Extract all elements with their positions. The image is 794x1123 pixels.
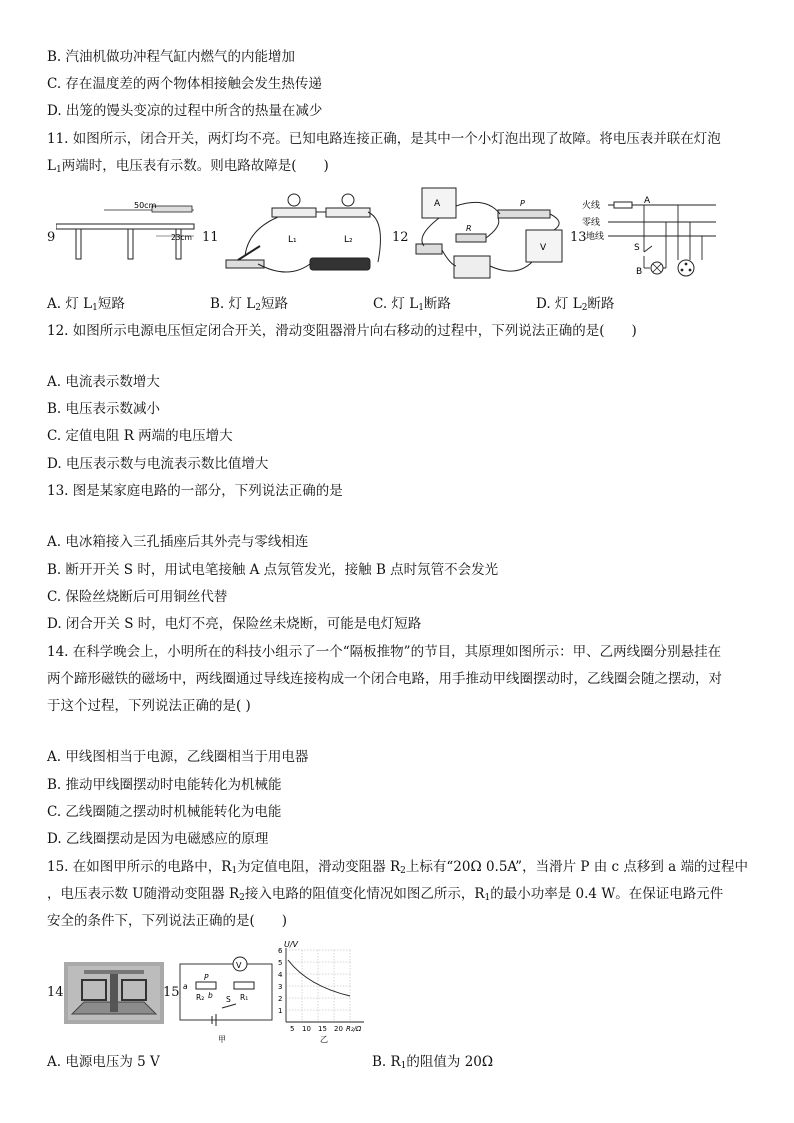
- q14-option-b: B. 推动甲线圈摆动时电能转化为机械能: [47, 777, 282, 793]
- svg-text:b: b: [208, 991, 213, 1000]
- svg-text:地线: 地线: [586, 232, 605, 242]
- svg-text:2: 2: [278, 995, 283, 1003]
- svg-text:R₂: R₂: [196, 993, 205, 1002]
- svg-text:V: V: [236, 961, 242, 970]
- figure-number-12: 12: [392, 230, 409, 245]
- q14-option-d: D. 乙线圈摆动是因为电磁感应的原理: [47, 831, 269, 847]
- svg-text:B: B: [636, 267, 643, 277]
- q14-option-a: A. 甲线图相当于电源，乙线圈相当于用电器: [47, 749, 309, 765]
- q15-stem-line3: 安全的条件下，下列说法正确的是( ): [47, 913, 288, 929]
- q15-option-a: A. 电源电压为 5 V: [47, 1054, 160, 1070]
- svg-text:R₁: R₁: [240, 993, 249, 1002]
- figure-number-13: 13: [570, 230, 587, 245]
- q14-stem-line3: 于这个过程，下列说法正确的是( ): [47, 698, 251, 714]
- svg-text:a: a: [183, 982, 188, 991]
- q13-stem: 13. 图是某家庭电路的一部分，下列说法正确的是: [47, 483, 343, 499]
- prev-option-d: D. 出笼的馒头变凉的过程中所含的热量在减少: [47, 103, 323, 119]
- figure-12-circuit: [406, 186, 572, 282]
- svg-text:20: 20: [334, 1025, 343, 1033]
- q12-option-b: B. 电压表示数减小: [47, 401, 161, 417]
- prev-option-b: B. 汽油机做功冲程气缸内燃气的内能增加: [47, 49, 296, 65]
- svg-text:5: 5: [290, 1025, 295, 1033]
- q11-stem-line1: 11. 如图所示，闭合开关，两灯均不亮。已知电路连接正确，是其中一个小灯泡出现了故障。将电压表并联在灯泡: [47, 131, 721, 147]
- q14-stem-line1: 14. 在科学晚会上，小明所在的科技小组示了一个“隔板推物”的节目，其原理如图所示：甲、乙两线圈分别悬挂在: [47, 644, 722, 660]
- svg-text:L₂: L₂: [344, 235, 353, 245]
- svg-text:1: 1: [278, 1007, 283, 1015]
- figure-15-circuit-jia: [178, 952, 278, 1046]
- svg-text:23cm: 23cm: [171, 233, 192, 242]
- q11-option-b: B. 灯 $L_2$短路: [210, 296, 288, 313]
- q13-option-d: D. 闭合开关 S 时，电灯不亮，保险丝未烧断，可能是电灯短路: [47, 616, 422, 632]
- figure-13-home-circuit: [582, 194, 720, 278]
- q12-option-d: D. 电压表示数与电流表示数比值增大: [47, 456, 269, 472]
- svg-text:4: 4: [278, 971, 283, 979]
- q13-option-c: C. 保险丝烧断后可用铜丝代替: [47, 589, 228, 605]
- figure-number-14: 14: [47, 985, 64, 1000]
- figure-number-9: 9: [47, 230, 56, 245]
- svg-text:15: 15: [318, 1025, 327, 1033]
- figure-15-graph-yi: [272, 938, 376, 1046]
- svg-text:R: R: [466, 224, 472, 233]
- q13-option-a: A. 电冰箱接入三孔插座后其外壳与零线相连: [47, 534, 309, 550]
- figure-number-15: 15: [163, 985, 180, 1000]
- q14-stem-line2: 两个蹄形磁铁的磁场中，两线圈通过导线连接构成一个闭合电路，用手推动甲线圈摆动时，乙线圈会随之摆动，对: [47, 671, 722, 687]
- q14-option-c: C. 乙线圈随之摆动时机械能转化为电能: [47, 804, 282, 820]
- svg-text:A: A: [434, 199, 441, 209]
- svg-text:50cm: 50cm: [134, 201, 157, 210]
- figure-9-table: [56, 198, 200, 262]
- svg-text:3: 3: [278, 983, 283, 991]
- svg-text:P: P: [204, 973, 209, 982]
- svg-text:U/V: U/V: [284, 940, 299, 949]
- svg-text:S: S: [226, 995, 231, 1004]
- svg-text:R₂/Ω: R₂/Ω: [346, 1025, 362, 1033]
- q11-stem-line2: $L_1$两端时，电压表有示数。则电路故障是( ): [47, 158, 329, 175]
- q15-option-b: B. $R_1$的阻值为 20Ω: [372, 1054, 494, 1071]
- q13-option-b: B. 断开开关 S 时，用试电笔接触 A 点氖管发光，接触 B 点时氖管不会发光: [47, 562, 499, 578]
- q12-option-c: C. 定值电阻 R 两端的电压增大: [47, 428, 233, 444]
- q15-stem-line2: ，电压表示数 U随滑动变阻器 $R_2$接入电路的阻值变化情况如图乙所示，$R_1$的最小功率是 0.4 W。在保证电路元件: [47, 886, 724, 903]
- svg-text:P: P: [520, 199, 525, 208]
- svg-text:6: 6: [278, 947, 283, 955]
- figure-number-11: 11: [202, 230, 219, 245]
- q12-option-a: A. 电流表示数增大: [47, 374, 160, 390]
- svg-text:乙: 乙: [320, 1035, 328, 1044]
- figure-14-photo: [64, 962, 164, 1024]
- svg-text:甲: 甲: [218, 1035, 226, 1044]
- q11-option-a: A. 灯 $L_1$短路: [47, 296, 125, 313]
- svg-text:A: A: [644, 196, 651, 206]
- svg-text:S: S: [634, 243, 640, 253]
- svg-text:L₁: L₁: [288, 235, 297, 245]
- svg-text:V: V: [540, 243, 547, 253]
- q11-option-c: C. 灯 $L_1$断路: [373, 296, 451, 313]
- svg-text:5: 5: [278, 959, 283, 967]
- q11-option-d: D. 灯 $L_2$断路: [536, 296, 615, 313]
- figure-11-circuit: [218, 190, 390, 276]
- svg-text:火线: 火线: [582, 201, 601, 211]
- svg-text:10: 10: [302, 1025, 311, 1033]
- q12-stem: 12. 如图所示电源电压恒定闭合开关，滑动变阻器滑片向右移动的过程中，下列说法正确的是( ): [47, 323, 637, 339]
- q15-stem-line1: 15. 在如图甲所示的电路中，$R_1$为定值电阻，滑动变阻器 $R_2$上标有“20Ω 0.5A”，当滑片 P 由 c 点移到 a 端的过程中: [47, 859, 749, 876]
- svg-text:零线: 零线: [582, 218, 601, 228]
- prev-option-c: C. 存在温度差的两个物体相接触会发生热传递: [47, 76, 322, 92]
